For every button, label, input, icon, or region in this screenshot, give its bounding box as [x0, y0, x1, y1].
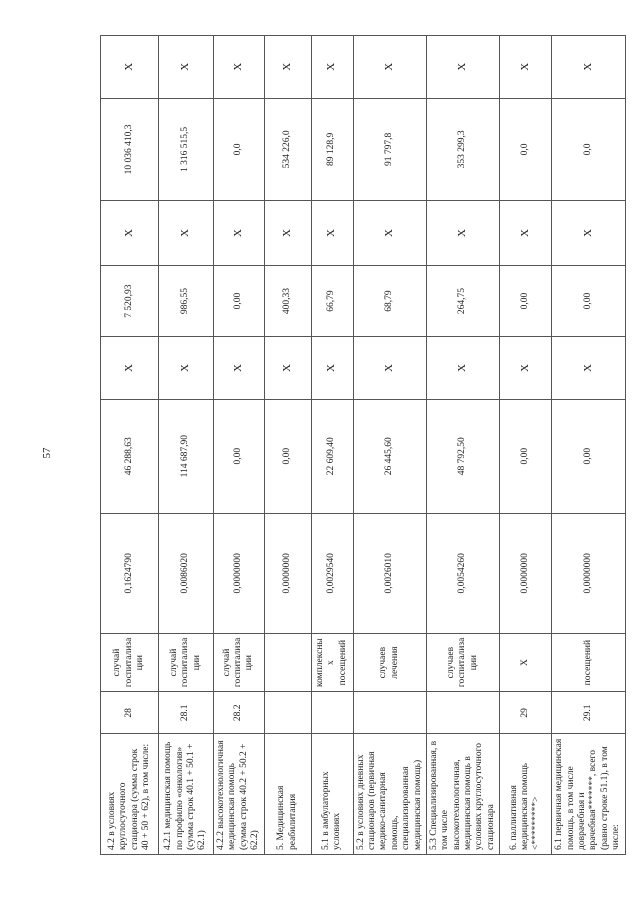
table-row [500, 36, 552, 855]
cell-norm: 0,0026010 [353, 513, 426, 634]
cell-total: 91 797,8 [353, 98, 426, 201]
cell-norm: 0,0086020 [159, 513, 214, 634]
table-row [311, 36, 353, 855]
cell-row [311, 692, 353, 734]
cell-row: 28.1 [159, 692, 214, 734]
cell-amount: 264,75 [426, 265, 499, 336]
cell-x2: X [426, 201, 499, 266]
table-row [426, 36, 499, 855]
cell-x1: X [500, 337, 552, 399]
cell-x1: X [311, 337, 353, 399]
table-row [353, 36, 426, 855]
cell-amount: 7 520,93 [101, 265, 159, 336]
cell-name: 4.2 в условиях круглосуточного стационара (сумма строк 40 + 50 + 62), в том числе: [101, 734, 159, 855]
cell-amount: 0,00 [500, 265, 552, 336]
cell-cost: 48 792,50 [426, 399, 499, 513]
cell-unit: случай госпитализа ции [101, 634, 159, 692]
cell-x1: X [552, 337, 625, 399]
cell-x2: X [264, 201, 311, 266]
cell-name: 5. Медицинская реабилитация [264, 734, 311, 855]
table-row [159, 36, 214, 855]
cell-x3: X [353, 36, 426, 99]
cell-x3: X [311, 36, 353, 99]
data-table [100, 35, 626, 855]
cell-cost: 0,00 [264, 399, 311, 513]
cell-norm: 0,0000000 [214, 513, 265, 634]
cell-total: 353 299,3 [426, 98, 499, 201]
cell-x2: X [101, 201, 159, 266]
cell-x1: X [214, 337, 265, 399]
cell-cost: 0,00 [552, 399, 625, 513]
cell-row [264, 692, 311, 734]
cell-norm: 0,0000000 [552, 513, 625, 634]
cell-x1: X [159, 337, 214, 399]
cell-x3: X [426, 36, 499, 99]
cell-x2: X [500, 201, 552, 266]
cell-x3: X [101, 36, 159, 99]
cell-name: 6. паллиативная медицинская помощь <*********> [500, 734, 552, 855]
cell-unit [264, 634, 311, 692]
cell-total: 10 036 410,3 [101, 98, 159, 201]
cell-norm: 0,0054260 [426, 513, 499, 634]
cell-x3: X [500, 36, 552, 99]
cell-unit: случаев госпитализа ции [426, 634, 499, 692]
cell-cost: 26 445,60 [353, 399, 426, 513]
cell-amount: 68,79 [353, 265, 426, 336]
table-row [101, 36, 159, 855]
cell-amount: 0,00 [552, 265, 625, 336]
cell-name: 5.3 Специализированная, в том числе высокотехнологичная, медицинская помощь в условиях круглосуточного стационара [426, 734, 499, 855]
cell-amount: 400,33 [264, 265, 311, 336]
cell-name: 5.2 в условиях дневных стационаров (первичная медико-санитарная помощь, специализированная медицинская помощь) [353, 734, 426, 855]
cell-norm: 0,0000000 [264, 513, 311, 634]
cell-row [353, 692, 426, 734]
cell-unit: случаев лечения [353, 634, 426, 692]
cell-x3: X [552, 36, 625, 99]
cell-cost: 114 687,90 [159, 399, 214, 513]
cell-cost: 0,00 [214, 399, 265, 513]
cell-norm: 0,1624790 [101, 513, 159, 634]
cell-total: 1 316 515,5 [159, 98, 214, 201]
cell-total: 534 226,0 [264, 98, 311, 201]
cell-norm: 0,0000000 [500, 513, 552, 634]
cell-name: 4.2.2 высокотехнологичная медицинская помощь (сумма строк 40.2 + 50.2 + 62.2) [214, 734, 265, 855]
cell-cost: 0,00 [500, 399, 552, 513]
cell-unit: комплексны х посещений [311, 634, 353, 692]
cell-amount: 0,00 [214, 265, 265, 336]
cell-amount: 66,79 [311, 265, 353, 336]
cell-x1: X [426, 337, 499, 399]
table-row [552, 36, 625, 855]
cell-row: 28 [101, 692, 159, 734]
cell-row: 29 [500, 692, 552, 734]
cell-norm: 0,0029540 [311, 513, 353, 634]
cell-unit: X [500, 634, 552, 692]
cell-name: 5.1 в амбулаторных условиях [311, 734, 353, 855]
cell-x1: X [101, 337, 159, 399]
cell-row [426, 692, 499, 734]
cell-x3: X [159, 36, 214, 99]
cell-total: 0,0 [552, 98, 625, 201]
cell-cost: 22 609,40 [311, 399, 353, 513]
cell-total: 89 128,9 [311, 98, 353, 201]
cell-unit: случай госпитализа ции [214, 634, 265, 692]
cell-amount: 986,55 [159, 265, 214, 336]
table-row [214, 36, 265, 855]
cell-x3: X [214, 36, 265, 99]
cell-x2: X [311, 201, 353, 266]
cell-x3: X [264, 36, 311, 99]
cell-unit: посещений [552, 634, 625, 692]
cell-x2: X [353, 201, 426, 266]
cell-cost: 46 288,63 [101, 399, 159, 513]
cell-x2: X [552, 201, 625, 266]
cell-name: 6.1 первичная медицинская помощь, в том числе доврачебная и врачебная*******, всего (равно строке 51.1), в том числе: [552, 734, 625, 855]
page-number: 57 [41, 447, 53, 459]
cell-x1: X [264, 337, 311, 399]
cell-name: 4.2.1 медицинская помощь по профилю «онкология» (сумма строк 40.1 + 50.1 + 62.1) [159, 734, 214, 855]
cell-row: 29.1 [552, 692, 625, 734]
cell-unit: случай госпитализа ции [159, 634, 214, 692]
cell-row: 28.2 [214, 692, 265, 734]
cell-x2: X [159, 201, 214, 266]
cell-total: 0,0 [214, 98, 265, 201]
rotated-table-container [100, 35, 622, 855]
cell-x1: X [353, 337, 426, 399]
cell-x2: X [214, 201, 265, 266]
cell-total: 0,0 [500, 98, 552, 201]
table-row [264, 36, 311, 855]
